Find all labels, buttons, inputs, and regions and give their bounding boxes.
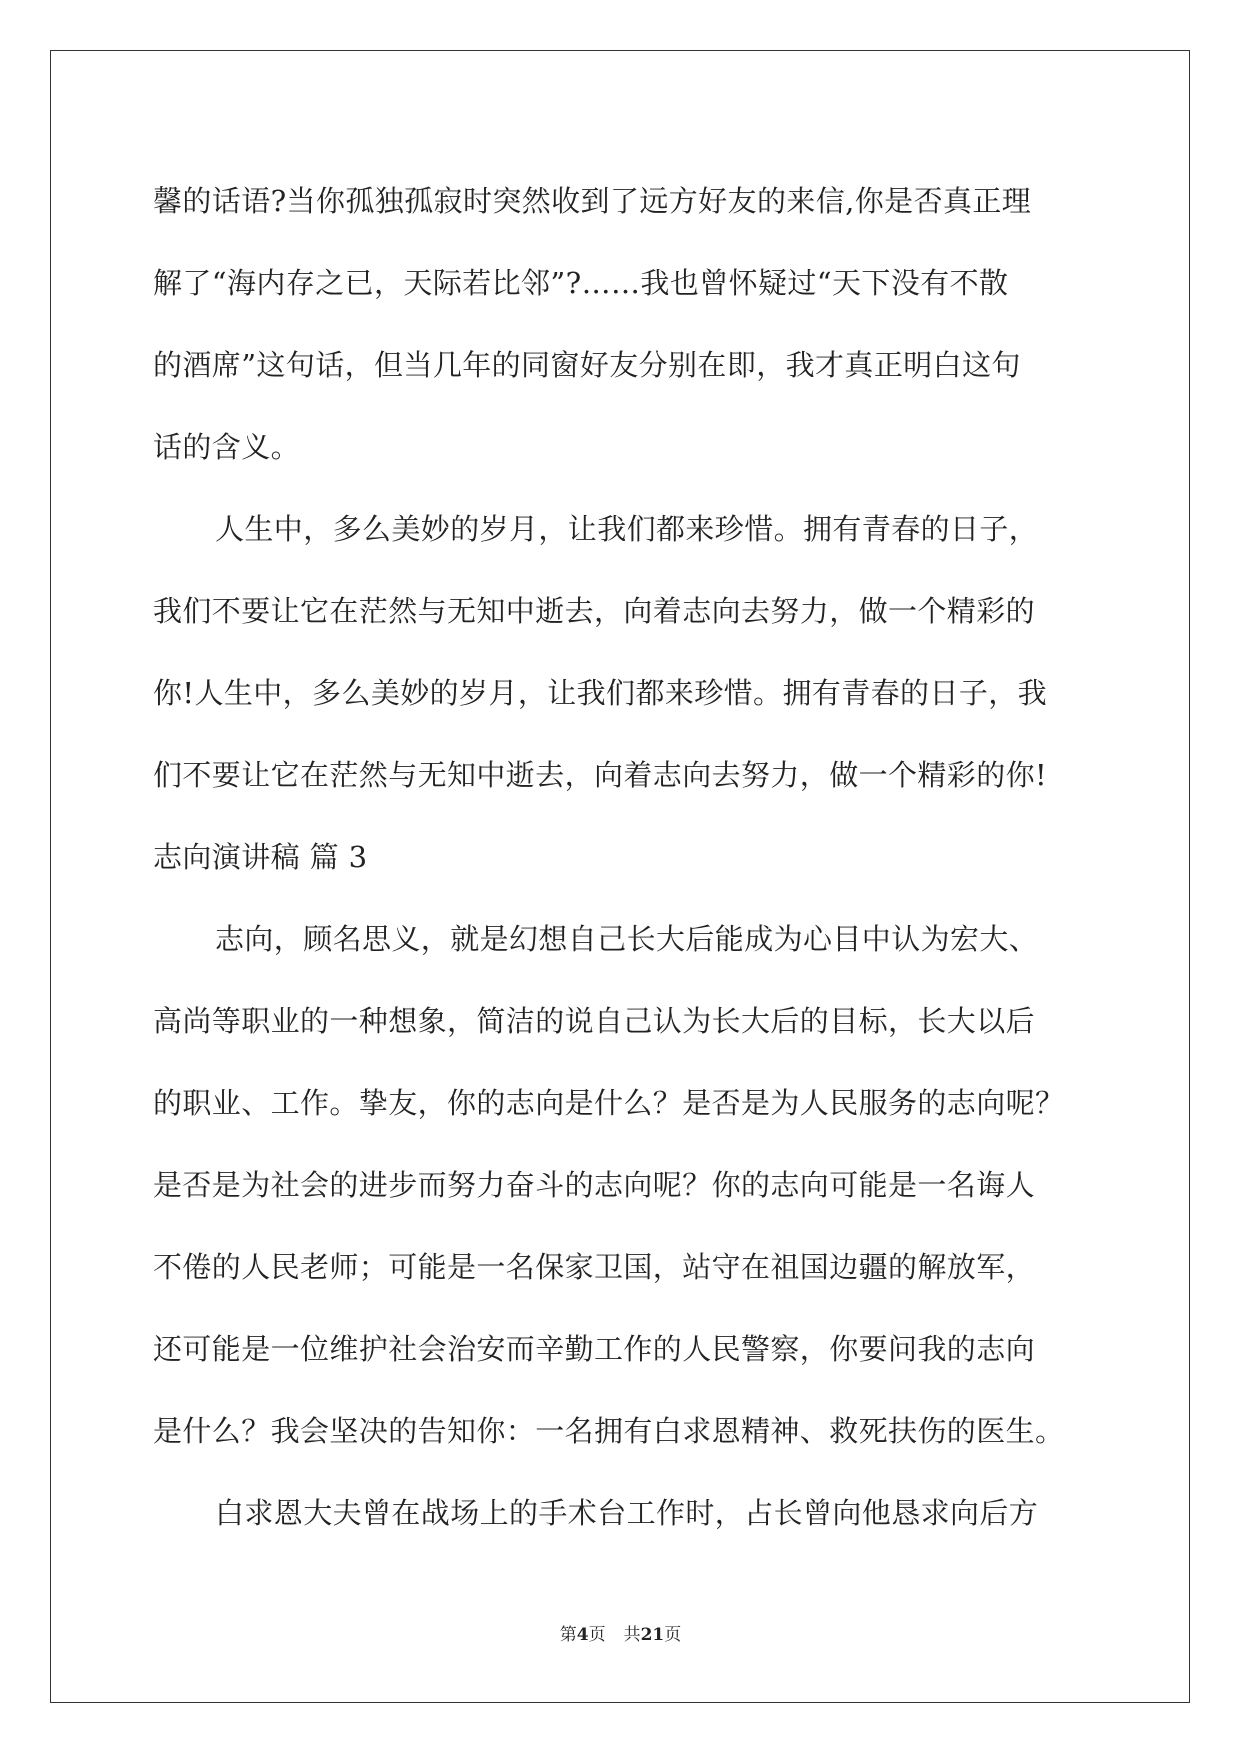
text-line: 的酒席”这句话，但当几年的同窗好友分别在即，我才真正明白这句 [153, 348, 1021, 382]
page-suffix: 页 [588, 1625, 606, 1645]
text-line: 高尚等职业的一种想象，简洁的说自己认为长大后的目标，长大以后 [153, 1004, 1036, 1038]
text-line: 还可能是一位维护社会治安而辛勤工作的人民警察，你要问我的志向 [153, 1332, 1036, 1366]
text-line: 是什么？我会坚决的告知你：一名拥有白求恩精神、救死扶伤的医生。 [153, 1414, 1065, 1448]
text-line: 我们不要让它在茫然与无知中逝去，向着志向去努力，做一个精彩的 [153, 594, 1036, 628]
total-suffix: 页 [664, 1625, 682, 1645]
text-line: 志向，顾名思义，就是幻想自己长大后能成为心目中认为宏大、 [215, 922, 1039, 956]
total-pages: 21 [640, 1625, 665, 1645]
text-line: 的职业、工作。挚友，你的志向是什么？是否是为人民服务的志向呢？ [153, 1086, 1065, 1120]
text-line: 话的含义。 [153, 430, 301, 464]
text-line: 解了“海内存之已，天际若比邻”?……我也曾怀疑过“天下没有不散 [153, 266, 1009, 300]
section-heading: 志向演讲稿 篇 3 [153, 840, 368, 874]
page-footer [0, 1625, 1241, 1645]
page-prefix: 第 [559, 1625, 577, 1645]
page-number: 4 [576, 1625, 589, 1645]
text-line: 人生中，多么美妙的岁月，让我们都来珍惜。拥有青春的日子， [215, 512, 1039, 546]
text-line: 你!人生中，多么美妙的岁月，让我们都来珍惜。拥有青春的日子，我 [153, 676, 1048, 710]
total-prefix: 共 [623, 1625, 641, 1645]
text-line: 们不要让它在茫然与无知中逝去，向着志向去努力，做一个精彩的你! [153, 758, 1048, 792]
text-line: 白求恩大夫曾在战场上的手术台工作时，占长曾向他恳求向后方 [215, 1496, 1039, 1530]
text-line: 不倦的人民老师；可能是一名保家卫国，站守在祖国边疆的解放军， [153, 1250, 1036, 1284]
text-line: 是否是为社会的进步而努力奋斗的志向呢？你的志向可能是一名诲人 [153, 1168, 1036, 1202]
text-line: 馨的话语?当你孤独孤寂时突然收到了远方好友的来信,你是否真正理 [153, 184, 1032, 218]
document-body [153, 160, 1088, 1554]
